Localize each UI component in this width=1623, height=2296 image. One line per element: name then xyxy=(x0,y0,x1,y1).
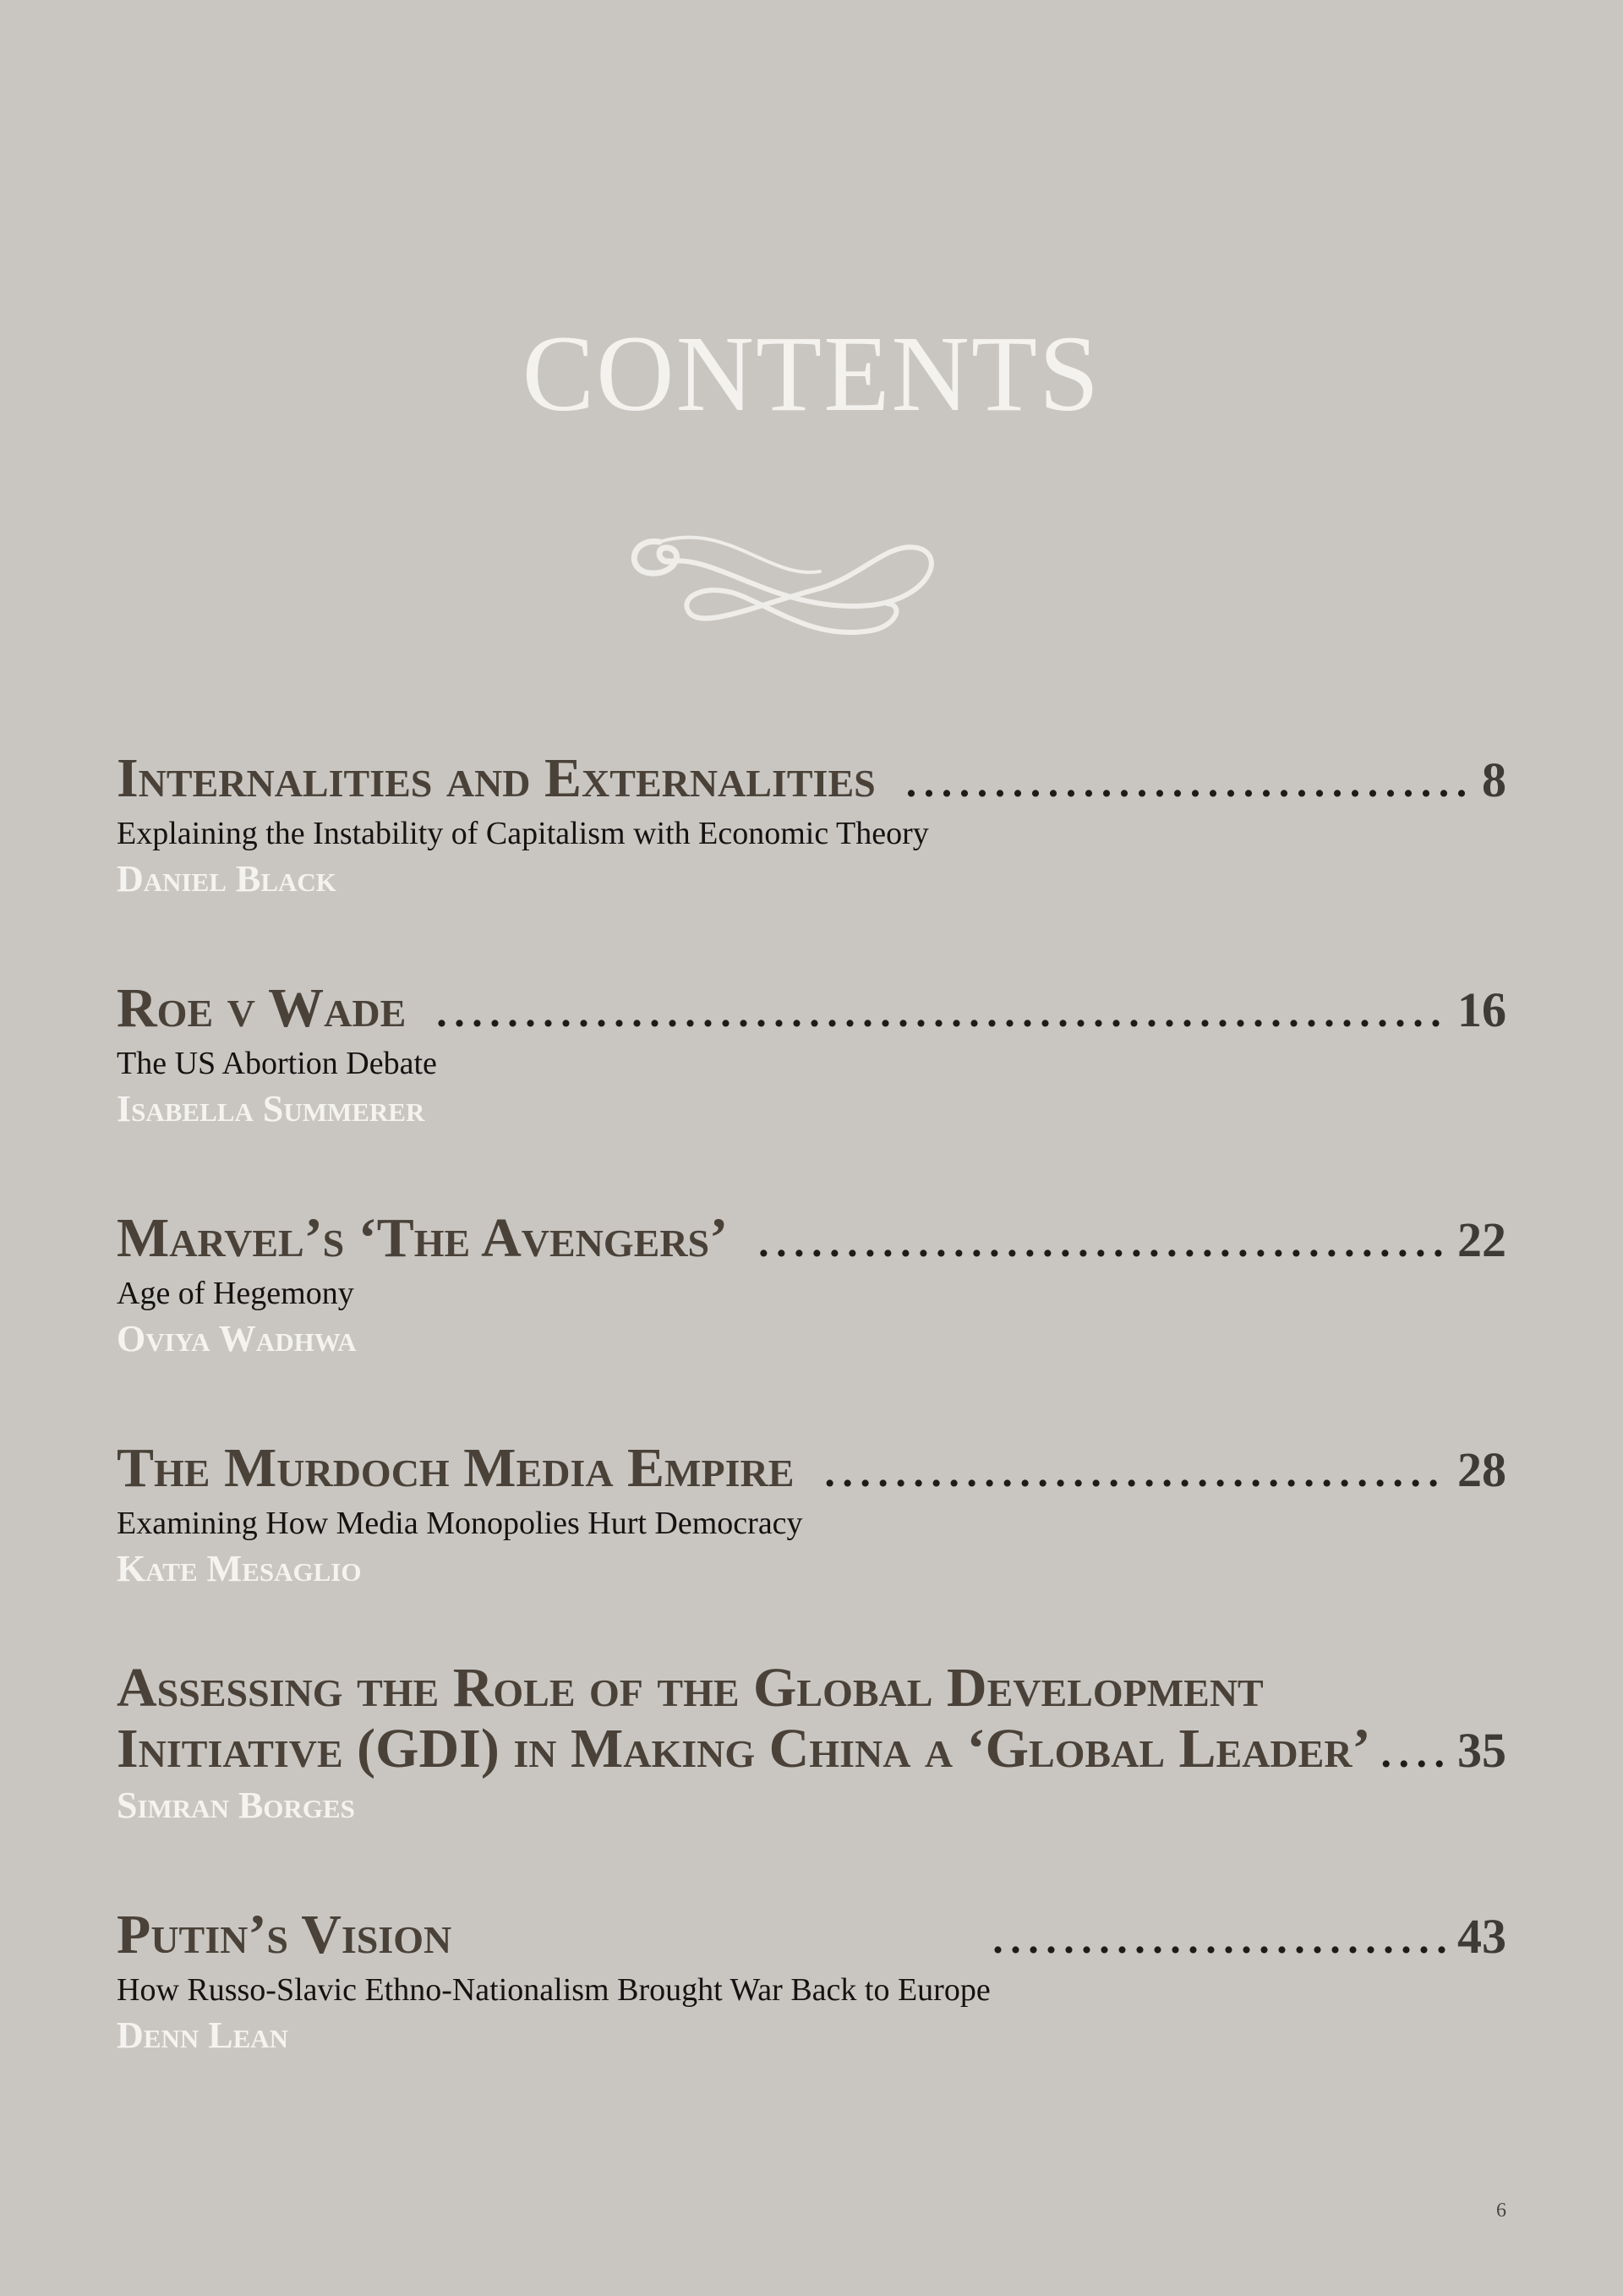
entry-author: Simran Borges xyxy=(117,1785,355,1826)
flourish-ornament-icon xyxy=(626,504,964,648)
entry-title: Marvel’s ‘The Avengers’ xyxy=(117,1207,729,1269)
dot-leader xyxy=(436,987,1445,1036)
page-number: 28 xyxy=(1457,1442,1506,1497)
entry-author: Denn Lean xyxy=(117,2014,289,2056)
table-of-contents xyxy=(117,748,1506,2135)
page-number: 8 xyxy=(1482,752,1506,807)
entry-author: Daniel Black xyxy=(117,858,336,899)
dot-leader xyxy=(824,1447,1445,1496)
entry-author: Isabella Summerer xyxy=(117,1088,425,1129)
page-number: 43 xyxy=(1457,1909,1506,1964)
dot-leader xyxy=(906,757,1470,806)
toc-entry[interactable] xyxy=(117,748,1506,902)
toc-entry[interactable] xyxy=(117,1208,1506,1362)
page-number: 22 xyxy=(1457,1212,1506,1267)
entry-title: Roe v Wade xyxy=(117,977,407,1039)
entry-title-line-2: Initiative (GDI) in Making China a ‘Global Leader’ xyxy=(117,1718,1371,1779)
entry-subtitle: Explaining the Instability of Capitalism with Economic Theory xyxy=(117,816,929,851)
toc-entry[interactable] xyxy=(117,1438,1506,1592)
entry-author: Oviya Wadhwa xyxy=(117,1318,357,1359)
entry-subtitle: How Russo-Slavic Ethno-Nationalism Brought War Back to Europe xyxy=(117,1972,991,2008)
entry-title: The Murdoch Media Empire xyxy=(117,1437,795,1499)
page-number: 16 xyxy=(1457,982,1506,1037)
entry-title: Internalities and Externalities xyxy=(117,747,876,809)
entry-title: Putin’s Vision xyxy=(117,1904,452,1965)
dot-leader xyxy=(1381,1728,1445,1777)
page-title: CONTENTS xyxy=(522,314,1101,434)
entry-subtitle: The US Abortion Debate xyxy=(117,1046,437,1081)
dot-leader xyxy=(992,1914,1445,1963)
toc-entry[interactable] xyxy=(117,1905,1506,2058)
entry-title-line-1: Assessing the Role of the Global Development xyxy=(117,1657,1264,1719)
dot-leader xyxy=(758,1217,1445,1266)
page-folio: 6 xyxy=(1496,2200,1506,2222)
toc-entry[interactable] xyxy=(117,978,1506,1132)
entry-subtitle: Age of Hegemony xyxy=(117,1276,354,1311)
entry-author: Kate Mesaglio xyxy=(117,1548,362,1589)
entry-subtitle: Examining How Media Monopolies Hurt Democracy xyxy=(117,1506,803,1541)
page-number: 35 xyxy=(1457,1723,1506,1778)
toc-entry[interactable] xyxy=(117,1658,1506,1829)
